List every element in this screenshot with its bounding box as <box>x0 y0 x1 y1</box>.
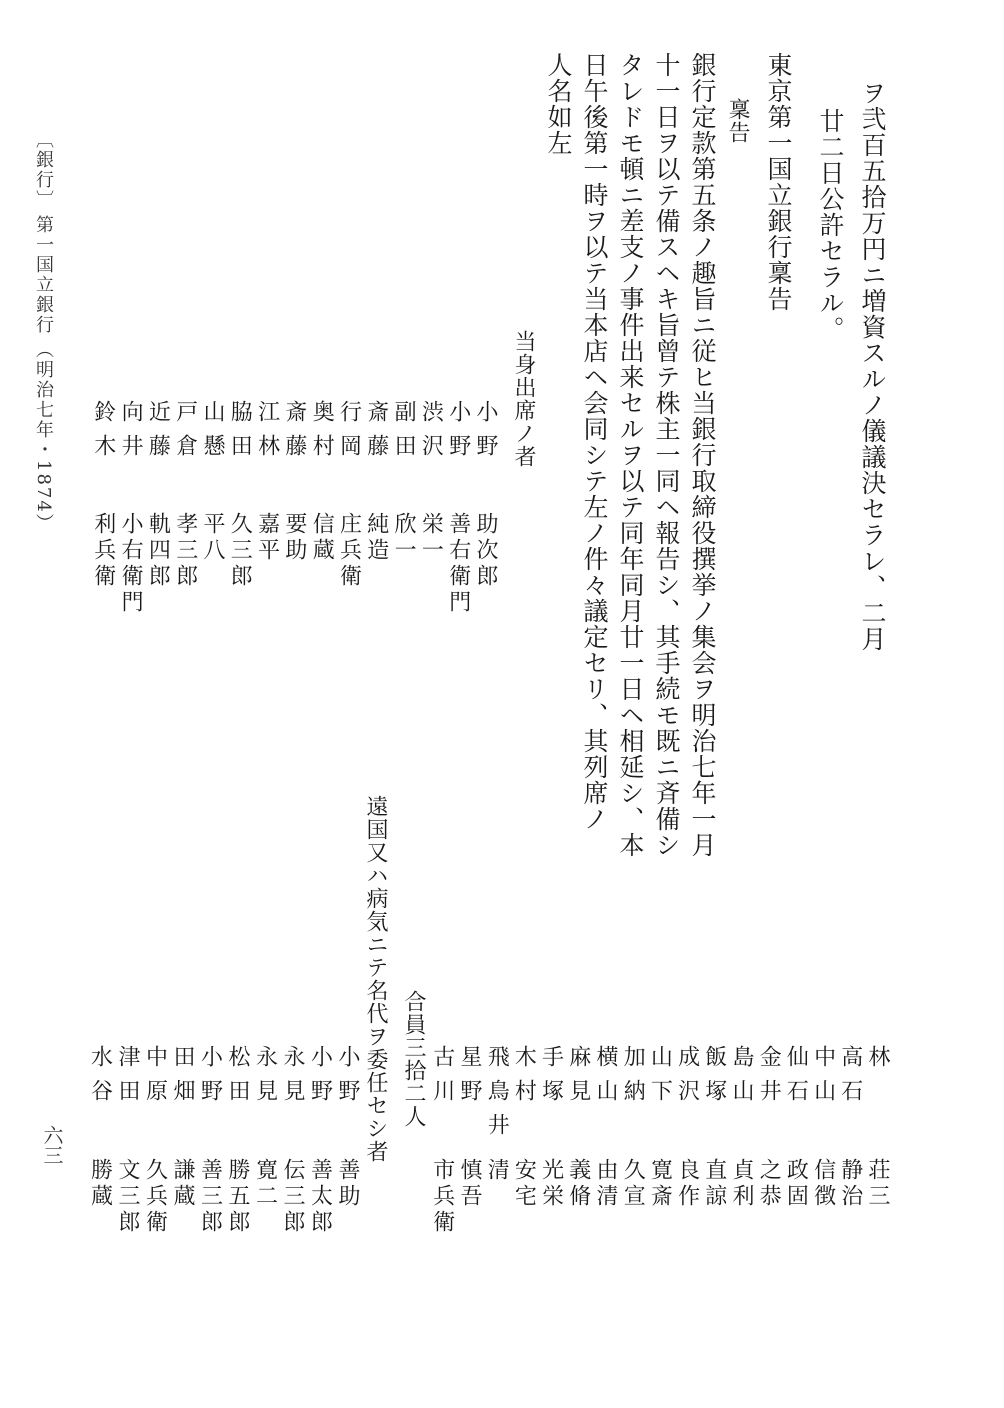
name-surname: 渋沢 <box>418 400 444 468</box>
name-surname: 加納 <box>620 1045 646 1113</box>
notice-body-line-4: 日午後第一時ヲ以テ当本店ヘ会同シテ左ノ件々議定セリ、其列席ノ <box>580 52 609 832</box>
notice-heading: 稟告 <box>725 98 750 144</box>
name-surname: 星野 <box>457 1045 482 1113</box>
name-surname: 斎藤 <box>363 400 389 468</box>
name-given: 久三郎 <box>227 512 253 590</box>
name-given: 善助 <box>335 1158 360 1210</box>
name-given: 平八 <box>200 512 225 564</box>
name-surname: 向井 <box>118 400 144 468</box>
name-given: 荘三 <box>865 1158 890 1210</box>
name-given: 寛二 <box>252 1158 278 1210</box>
name-given: 欣一 <box>391 512 417 564</box>
name-surname: 中山 <box>810 1045 836 1113</box>
footer-subject: 第一国立銀行 <box>33 215 54 335</box>
name-given: 之恭 <box>756 1158 782 1210</box>
name-surname: 津田 <box>115 1045 140 1113</box>
top-line-1: ヲ弐百五拾万円ニ増資スルノ儀議決セラレ、二月 <box>858 80 887 652</box>
page-number: 六三 <box>40 1125 64 1165</box>
top-line-2: 廿二日公許セラル。 <box>816 108 845 342</box>
name-given: 小右衛門 <box>118 512 144 616</box>
name-surname: 麻見 <box>565 1045 591 1113</box>
name-surname: 木村 <box>511 1045 537 1113</box>
name-given: 勝五郎 <box>225 1158 250 1236</box>
member-total: 合員三拾二人 <box>401 990 426 1128</box>
notice-title: 東京第一国立銀行稟告 <box>764 52 793 312</box>
name-given: 由清 <box>593 1158 618 1210</box>
name-surname: 金井 <box>756 1045 782 1113</box>
name-given: 安宅 <box>511 1158 537 1210</box>
name-surname: 林 <box>865 1045 890 1079</box>
name-surname: 松田 <box>225 1045 250 1113</box>
name-given: 慎吾 <box>457 1158 482 1210</box>
name-surname: 小野 <box>335 1045 360 1113</box>
name-surname: 山下 <box>647 1045 673 1113</box>
name-given: 信蔵 <box>309 512 335 564</box>
notice-body-line-1: 銀行定款第五条ノ趣旨ニ従ヒ当銀行取締役撰挙ノ集会ヲ明治七年一月 <box>688 52 717 858</box>
name-given: 清 <box>484 1158 510 1184</box>
name-given: 庄兵衛 <box>336 512 362 590</box>
name-given: 謙蔵 <box>170 1158 195 1210</box>
name-given: 軌四郎 <box>145 512 171 590</box>
proxy-heading: 遠国又ハ病気ニテ名代ヲ委任セシ者 <box>363 795 388 1163</box>
name-given: 貞利 <box>729 1158 754 1210</box>
footer-era: （明治七年・1874） <box>33 340 54 534</box>
name-given: 伝三郎 <box>280 1158 305 1236</box>
notice-body-line-3: タレドモ頓ニ差支ノ事件出来セルヲ以テ同年同月廿一日ヘ相延シ、本 <box>616 52 645 858</box>
name-given: 助次郎 <box>473 512 498 590</box>
name-given: 良作 <box>674 1158 700 1210</box>
name-surname: 鈴木 <box>90 400 116 468</box>
name-surname: 行岡 <box>336 400 362 468</box>
name-surname: 田畑 <box>170 1045 195 1113</box>
name-given: 孝三郎 <box>172 512 198 590</box>
name-given: 静治 <box>837 1158 863 1210</box>
attendees-heading: 当身出席ノ者 <box>511 330 536 468</box>
name-surname: 小野 <box>197 1045 223 1113</box>
name-surname: 高石 <box>837 1045 863 1113</box>
name-given: 善右衛門 <box>445 512 471 616</box>
name-surname: 永見 <box>280 1045 305 1113</box>
name-surname: 飯塚 <box>701 1045 727 1113</box>
name-given: 利兵衛 <box>90 512 116 590</box>
notice-body-line-2: 十一日ヲ以テ備スヘキ旨曾テ株主一同ヘ報告シ、其手続モ既ニ斉備シ <box>652 52 681 858</box>
name-surname: 島山 <box>729 1045 754 1113</box>
name-surname: 副田 <box>391 400 417 468</box>
name-surname: 奥村 <box>309 400 335 468</box>
name-given: 寛斎 <box>647 1158 673 1210</box>
name-surname: 近藤 <box>145 400 171 468</box>
footer-category: 〔銀行〕 <box>33 130 54 210</box>
name-given: 純造 <box>363 512 389 564</box>
name-given: 要助 <box>281 512 307 564</box>
name-surname: 成沢 <box>674 1045 700 1113</box>
name-given: 善三郎 <box>197 1158 223 1236</box>
name-given: 嘉平 <box>254 512 280 564</box>
name-surname: 仙石 <box>783 1045 809 1113</box>
name-surname: 飛鳥井 <box>484 1045 510 1147</box>
name-given: 義脩 <box>565 1158 591 1210</box>
name-surname: 小野 <box>307 1045 333 1113</box>
name-given: 善太郎 <box>307 1158 333 1236</box>
name-surname: 中原 <box>142 1045 168 1113</box>
name-given: 久兵衛 <box>142 1158 168 1236</box>
name-surname: 永見 <box>252 1045 278 1113</box>
name-given: 栄一 <box>418 512 444 564</box>
name-surname: 小野 <box>473 400 498 468</box>
name-given: 光栄 <box>538 1158 564 1210</box>
name-surname: 水谷 <box>87 1045 113 1113</box>
name-surname: 江林 <box>254 400 280 468</box>
name-given: 市兵衛 <box>429 1158 455 1236</box>
name-surname: 脇田 <box>227 400 253 468</box>
name-given: 政固 <box>783 1158 809 1210</box>
name-surname: 横山 <box>593 1045 618 1113</box>
notice-body-line-5: 人名如左 <box>544 52 573 156</box>
name-given: 久宣 <box>620 1158 646 1210</box>
name-surname: 古川 <box>429 1045 455 1113</box>
name-surname: 小野 <box>445 400 471 468</box>
name-given: 文三郎 <box>115 1158 140 1236</box>
name-given: 勝蔵 <box>87 1158 113 1210</box>
name-surname: 戸倉 <box>172 400 198 468</box>
name-given: 直諒 <box>701 1158 727 1210</box>
name-surname: 斎藤 <box>281 400 307 468</box>
name-surname: 山懸 <box>200 400 225 468</box>
name-given: 信徴 <box>810 1158 836 1210</box>
name-surname: 手塚 <box>538 1045 564 1113</box>
